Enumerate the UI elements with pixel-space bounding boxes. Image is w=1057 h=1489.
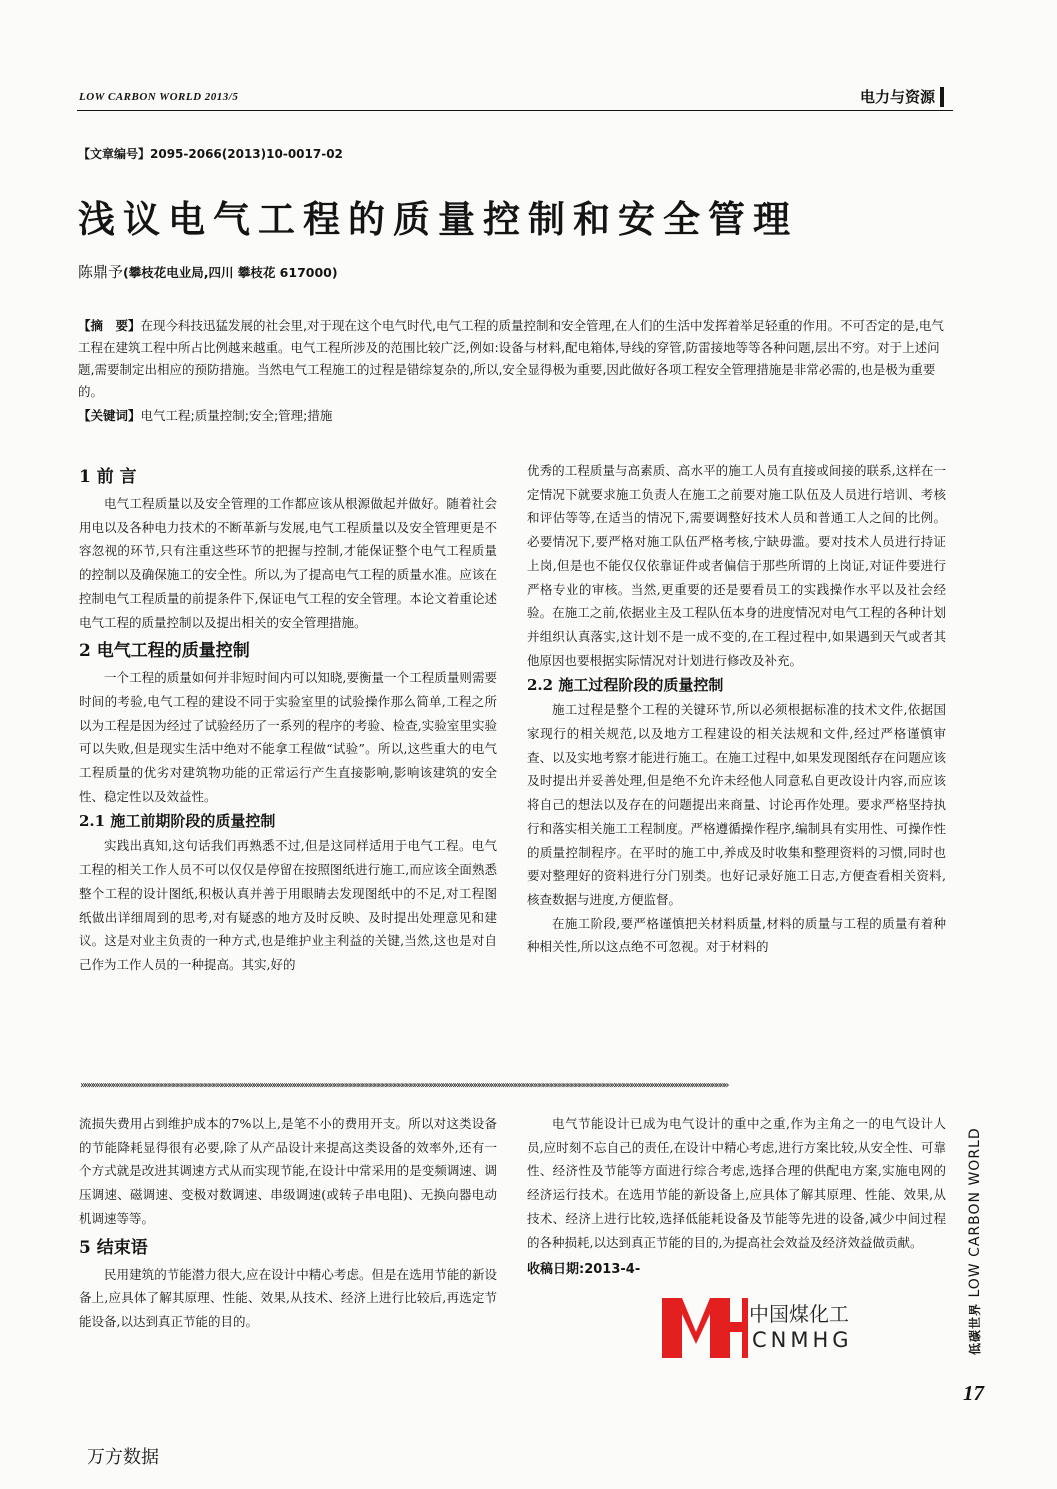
- author-affiliation: (攀枝花电业局,四川 攀枝花 617000): [123, 265, 338, 280]
- section-header: 电力与资源: [859, 88, 935, 106]
- section-heading: 5 结束语: [79, 1237, 148, 1258]
- page-number: 17: [963, 1381, 984, 1405]
- keywords-label: 【关键词】: [78, 408, 141, 423]
- column-left-upper: [79, 460, 497, 977]
- side-journal-name: [966, 1127, 983, 1355]
- header-rule: [77, 110, 953, 111]
- paragraph: 流损失费用占到维护成本的7%以上,是笔不小的费用开支。所以对这类设备的节能降耗显得很有必要,除了从产品设计来提高这类设备的效率外,还有一个方式就是改进其调速方式从而实现节能,在设计中常采用的是变频调速、调压调速、磁调速、变极对数调速、串级调速(或转子串电阻)、无换向器电动机调速等等。: [79, 1116, 497, 1226]
- paragraph: 一个工程的质量如何并非短时间内可以知晓,要衡量一个工程质量则需要时间的考验,电气工程的建设不同于实验室里的试验操作那么简单,工程之所以为工程是因为经过了试验经历了一系列的程序的考验、检查,实验室里实验可以失败,但是现实生活中绝对不能拿工程做“试验”。所以,这些重大的电气工程质量的优劣对建筑物功能的正常运行产生直接影响,影响该建筑的安全性、稳定性以及效益性。: [79, 670, 497, 804]
- header-bar: [940, 87, 944, 107]
- journal-header: LOW CARBON WORLD 2013/5: [79, 91, 239, 103]
- section-heading: 1 前 言: [79, 467, 137, 487]
- side-text-en: LOW CARBON WORLD: [967, 1127, 983, 1298]
- keywords-text: 电气工程;质量控制;安全;管理;措施: [140, 408, 333, 423]
- paragraph: 电气节能设计已成为电气设计的重中之重,作为主角之一的电气设计人员,应时刻不忘自己的责任,在设计中精心考虑,进行方案比较,从安全性、可靠性、经济性及节能等方面进行综合考虑,选择合理的供配电方案,实施电网的经济运行技术。在选用节能的新设备上,应具体了解其原理、性能、效果,从技术、经济上进行比较,选择低能耗设备及节能等先进的设备,减少中间过程的各种损耗,以达到真正节能的目的,为提高社会效益及经济效益做贡献。: [527, 1116, 946, 1250]
- subsection-heading: 2.2 施工过程阶段的质量控制: [527, 676, 724, 695]
- separator-arrows: »»»»»»»»»»»»»»»»»»»»»»»»»»»»»»»»»»»»»»»»»»»»»»»»»»»»»»»»»»»»»»»»»»»»»»»»»»»»»»»»»»»»»»»»»»»»»»»»»»»»»»»»»»»»»»»»»»»»»»»»»»»»»»»»»»»»»»»»»»»»»»»»»»»»»»»»»»»»»»»»»: [80, 1080, 728, 1091]
- paragraph: 民用建筑的节能潜力很大,应在设计中精心考虑。但是在选用节能的新设备上,应具体了解其原理、性能、效果,从技术、经济上进行比较后,再选定节能设备,以达到真正节能的目的。: [79, 1266, 497, 1329]
- column-right-upper: [527, 459, 946, 959]
- logo-text-cn: 中国煤化工: [749, 1302, 849, 1326]
- abstract-text: 在现今科技迅猛发展的社会里,对于现在这个电气时代,电气工程的质量控制和安全管理,在人们的生活中发挥着举足轻重的作用。不可否定的是,电气工程在建筑工程中所占比例越来越重。电气工程所涉及的范围比较广泛,例如:设备与材料,配电箱体,导线的穿管,防雷接地等等各种问题,层出不穷。对于上述问题,需要制定出相应的预防措施。当然电气工程施工的过程是错综复杂的,所以,安全显得极为重要,因此做好各项工程安全管理措施是非常必需的,也是极为重要的。: [78, 318, 944, 399]
- article-number: 【文章编号】2095-2066(2013)10-0017-02: [78, 147, 343, 161]
- paragraph: 实践出真知,这句话我们再熟悉不过,但是这同样适用于电气工程。电气工程的相关工作人员不可以仅仅是停留在按照图纸进行施工,而应该全面熟悉整个工程的设计图纸,积极认真并善于用眼睛去发现图纸中的不足,对工程图纸做出详细周到的思考,对有疑惑的地方及时反映、及时提出处理意见和建议。这是对业主负责的一种方式,也是维护业主利益的关键,当然,这也是对自己作为工作人员的一种提高。其实,好的: [79, 838, 497, 972]
- side-text-cn: 低碳世界: [968, 1302, 982, 1355]
- abstract: [78, 315, 954, 403]
- author-name: 陈鼎予: [78, 263, 124, 281]
- subsection-heading: 2.1 施工前期阶段的质量控制: [79, 812, 276, 831]
- author-line: [78, 261, 338, 282]
- column-right-lower: [527, 1112, 946, 1277]
- article-title: 浅议电气工程的质量控制和安全管理: [78, 197, 798, 241]
- paragraph: 施工过程是整个工程的关键环节,所以必须根据标准的技术文件,依据国家现行的相关规范,以及地方工程建设的相关法规和文件,经过严格谨慎审查、以及实地考察才能进行施工。在施工过程中,如果发现图纸存在问题应该及时提出并妥善处理,但是绝不允许未经他人同意私自更改设计内容,而应该将自己的想法以及存在的问题提出来商量、讨论再作处理。要求严格坚持执行和落实相关施工工程制度。严格遵循操作程序,编制具有实用性、可操作性的质量控制程序。在平时的施工中,养成及时收集和整理资料的习惯,同时也要对整理好的资料进行分门别类。也好记录好施工日志,方便查看相关资料,核查数据与进度,方便监督。: [527, 702, 946, 907]
- abstract-label: 【摘 要】: [78, 318, 141, 333]
- paragraph-continued-tail: 优秀的工程质量与高素质、高水平的施工人员有直接或间接的联系,这样在一定情况下就要求施工负责人在施工之前要对施工队伍及人员进行培训、考核和评估等等,在适当的情况下,需要调整好技术人员和普通工人之间的比例。必要情况下,要严格对施工队伍严格考核,宁缺毋滥。要对技术人员进行持证上岗,但是也不能仅仅依靠证件或者偏信于那些所谓的上岗证,对证件要进行严格专业的审核。当然,更重要的还是要看员工的实践操作水平以及社会经验。在施工之前,依据业主及工程队伍本身的进度情况对电气工程的各种计划并组织认真落实,这计划不是一成不变的,在工程过程中,如果遇到天气或者其他原因也要根据实际情况对计划进行修改及补充。: [527, 463, 946, 668]
- logo-text-en: CNMHG: [752, 1328, 853, 1352]
- received-date: 收稿日期:2013-4-: [527, 1262, 641, 1278]
- paragraph: 电气工程质量以及安全管理的工作都应该从根源做起并做好。随着社会用电以及各种电力技术的不断革新与发展,电气工程质量以及安全管理更是不容忽视的环节,只有注重这些环节的把握与控制,才能保证整个电气工程质量的控制以及确保施工的安全性。所以,为了提高电气工程的质量水准。应该在控制电气工程质量的前提条件下,保证电气工程的安全管理。本论文着重论述电气工程的质量控制以及提出相关的安全管理措施。: [79, 496, 497, 630]
- section-heading: 2 电气工程的质量控制: [79, 641, 250, 662]
- column-left-lower: [79, 1112, 497, 1334]
- paragraph: 在施工阶段,要严格谨慎把关材料质量,材料的质量与工程的质量有着种种相关性,所以这点绝不可忽视。对于材料的: [527, 915, 946, 955]
- keywords: [78, 405, 954, 427]
- watermark: 万方数据: [87, 1447, 159, 1468]
